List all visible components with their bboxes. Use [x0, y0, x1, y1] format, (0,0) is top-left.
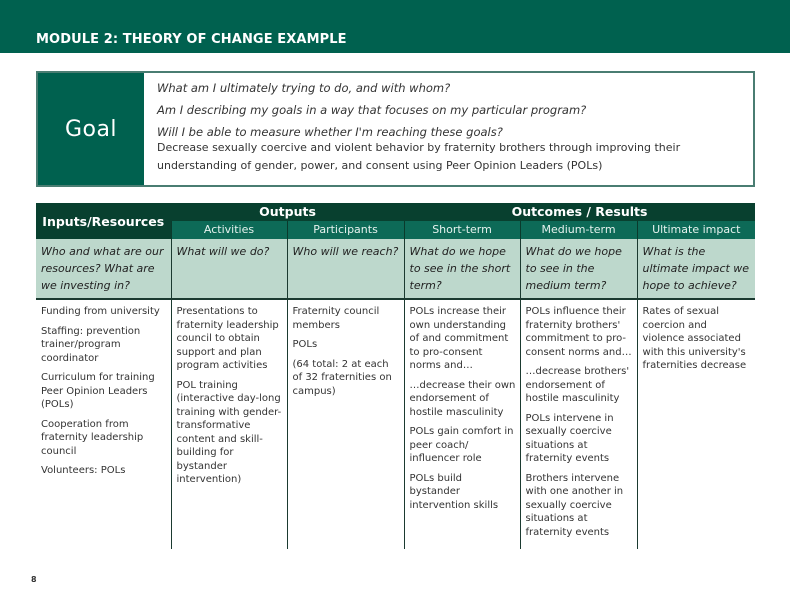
goal-statement: Decrease sexually coercive and violent behavior by fraternity brothers through improving their understanding of gender, power, and consent using Peer Opinion Leaders (POLs): [157, 141, 681, 172]
short-term-question: What do we hope to see in the short term?: [404, 239, 520, 299]
outcomes-header: Outcomes / Results: [404, 203, 755, 221]
list-item: POLs increase their own understanding of and commitment to pro-consent norms and…: [409, 306, 509, 371]
medium-term-header: Medium-term: [520, 221, 637, 239]
content-row: [36, 299, 755, 549]
theory-of-change-table: [36, 203, 755, 549]
goal-content: [144, 73, 753, 185]
medium-term-question: What do we hope to see in the medium term?: [520, 239, 637, 299]
goal-question: Will I be able to measure whether I'm reaching these goals?: [157, 125, 503, 139]
list-item: POLs influence their fraternity brothers' commitment to pro-consent norms and…: [525, 306, 632, 358]
list-item: POLs build bystander intervention skills: [409, 472, 499, 511]
list-item: Brothers intervene with one another in sexually coercive situations at fraternity events: [525, 472, 624, 538]
ultimate-impact-header: Ultimate impact: [637, 221, 755, 239]
goal-label: Goal: [64, 116, 118, 142]
medium-term-cell: [520, 299, 637, 549]
question-row: [36, 239, 755, 299]
short-term-cell: [404, 299, 520, 549]
list-item: Presentations to fraternity leadership council to obtain support and plan program activities: [176, 306, 279, 371]
activities-header: Activities: [171, 221, 287, 239]
page-number: 8: [31, 575, 37, 584]
list-item: Funding from university: [41, 306, 160, 317]
list-item: Cooperation from fraternity leadership council: [41, 418, 144, 457]
list-item: …decrease their own endorsement of hostile masculinity: [409, 379, 516, 418]
goal-question: What am I ultimately trying to do, and with whom?: [157, 81, 451, 95]
outputs-header: Outputs: [171, 203, 404, 221]
list-item: POLs gain comfort in peer coach/ influencer role: [409, 426, 514, 464]
goal-label-cell: [38, 73, 144, 185]
goal-question: Am I describing my goals in a way that focuses on my particular program?: [157, 103, 587, 117]
activities-cell: [171, 299, 287, 549]
participants-cell: [287, 299, 404, 549]
group-header-row: [36, 203, 755, 221]
participants-question: Who will we reach?: [287, 239, 404, 299]
list-item: …decrease brothers' endorsement of hostile masculinity: [525, 366, 630, 404]
list-item: Staffing: prevention trainer/program coordinator: [41, 325, 141, 364]
list-item: Rates of sexual coercion and violence associated with this university's fraternities decrease: [642, 306, 747, 371]
inputs-question: Who and what are our resources? What are we investing in?: [36, 239, 171, 299]
list-item: POLs: [292, 339, 318, 350]
list-item: Curriculum for training Peer Opinion Leaders (POLs): [41, 372, 155, 410]
inputs-cell: [36, 299, 171, 549]
ultimate-impact-cell: [637, 299, 755, 549]
list-item: POLs intervene in sexually coercive situations at fraternity events: [525, 412, 614, 464]
activities-question: What will we do?: [171, 239, 287, 299]
list-item: (64 total: 2 at each of 32 fraternities on campus): [292, 358, 392, 397]
participants-header: Participants: [287, 221, 404, 239]
inputs-header: Inputs/Resources: [36, 203, 171, 239]
list-item: Fraternity council members: [292, 306, 380, 331]
short-term-header: Short-term: [404, 221, 520, 239]
list-item: Volunteers: POLs: [41, 465, 126, 476]
header-bar: [0, 0, 790, 53]
list-item: POL training (interactive day-long training with gender-transformative content and skill-building for bystander intervention): [176, 379, 282, 485]
goal-box: [36, 71, 755, 187]
page-title: MODULE 2: THEORY OF CHANGE EXAMPLE: [36, 32, 347, 47]
ultimate-impact-question: What is the ultimate impact we hope to achieve?: [637, 239, 755, 299]
